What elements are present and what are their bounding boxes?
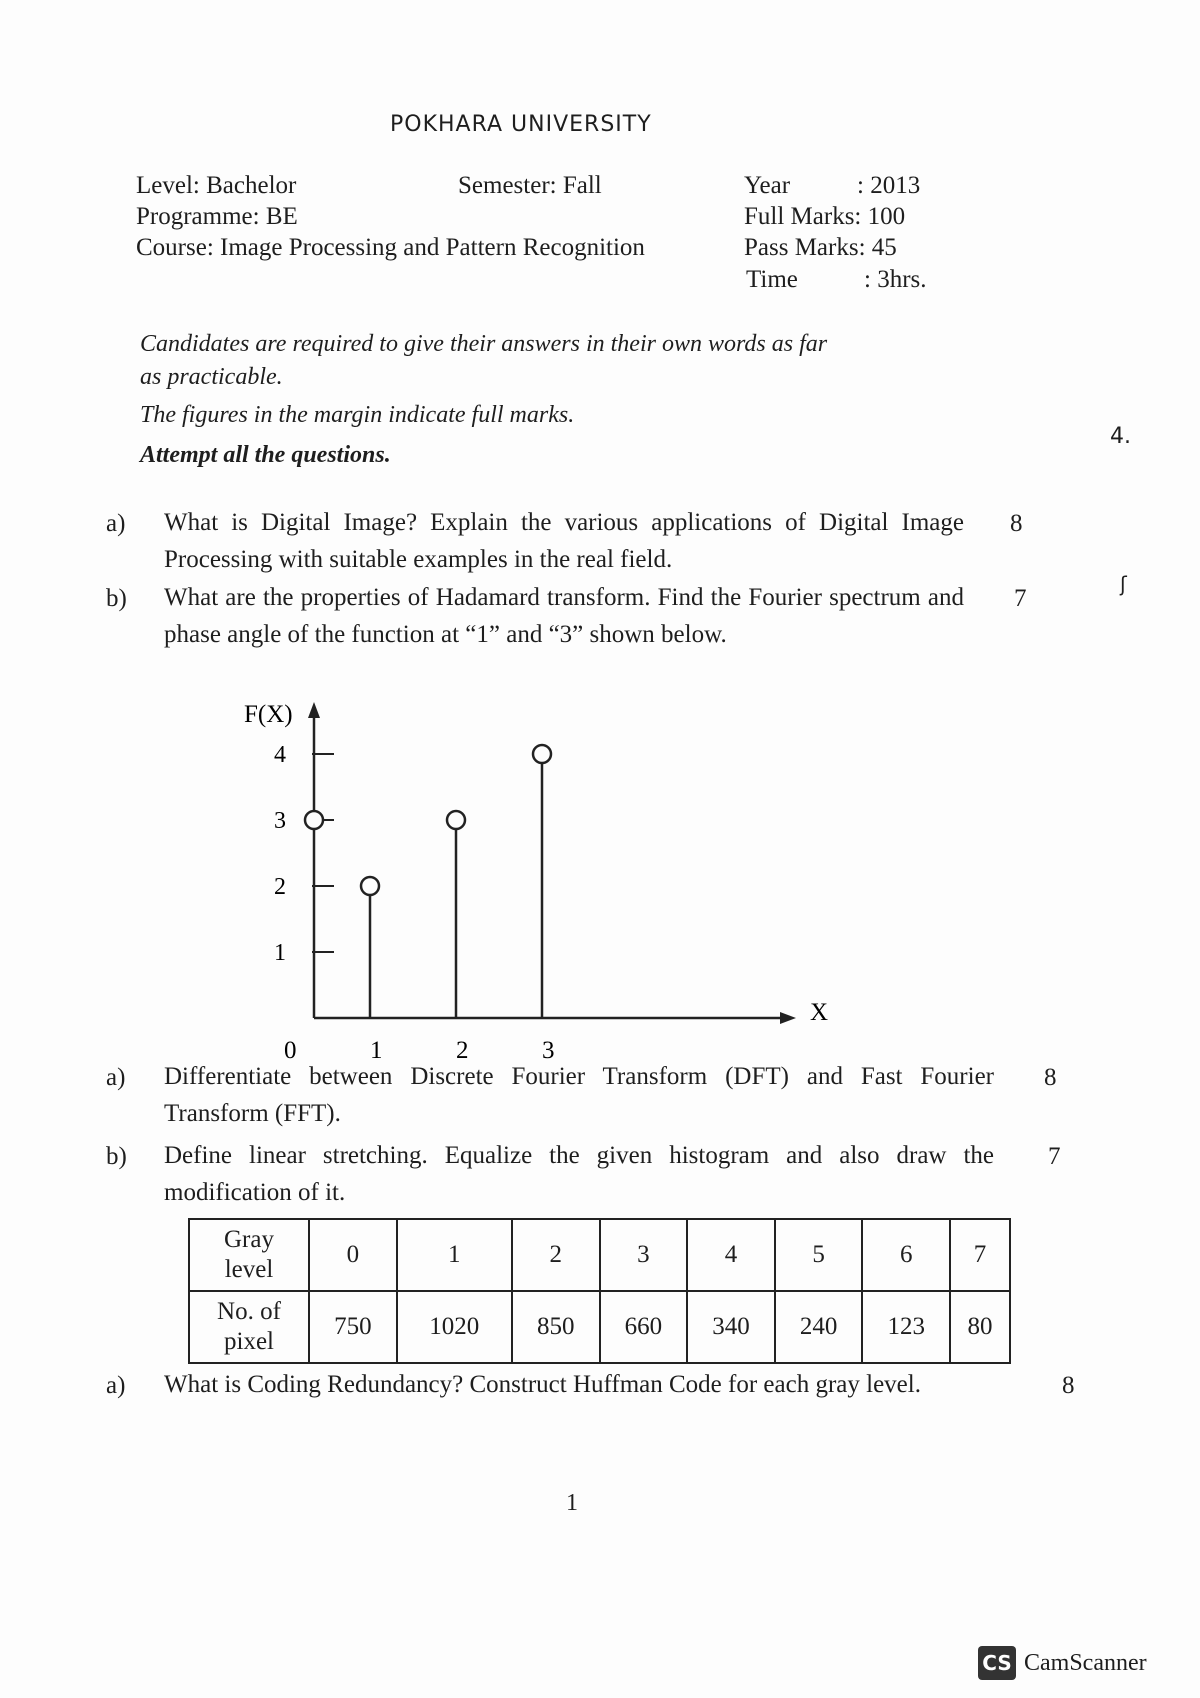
stem-marker	[447, 811, 465, 829]
instruction-line-4: Attempt all the questions.	[140, 442, 391, 468]
table-cell: 0	[309, 1219, 397, 1291]
stem-marker	[361, 877, 379, 895]
gray-level-header	[189, 1219, 309, 1291]
y-axis-label: F(X)	[244, 701, 293, 728]
y-tick-label: 1	[274, 940, 286, 966]
x-tick-label: 0	[284, 1037, 297, 1064]
question-text: Define linear stretching. Equalize the given histogram and also draw the modification of it.	[164, 1142, 994, 1206]
header-line: pixel	[224, 1328, 274, 1355]
x-axis-label: X	[810, 999, 829, 1026]
full-marks-text: Full Marks: 100	[744, 203, 906, 230]
level-text: Level: Bachelor	[136, 172, 297, 199]
question-marks: 8	[1010, 510, 1023, 537]
question-label: b)	[106, 585, 127, 612]
camscanner-logo-icon: CS	[978, 1646, 1016, 1680]
table-cell: 340	[687, 1291, 775, 1363]
question-text: What is Coding Redundancy? Construct Huffman Code for each gray level.	[164, 1371, 921, 1398]
x-axis-arrow	[780, 1012, 796, 1024]
table-cell: 660	[600, 1291, 688, 1363]
header-line: level	[224, 1256, 274, 1283]
question-label: a)	[106, 1372, 126, 1399]
question-marks: 7	[1014, 585, 1027, 612]
x-tick-label: 3	[542, 1037, 555, 1064]
university-title: POKHARA UNIVERSITY	[390, 112, 652, 137]
question-marks: 8	[1062, 1372, 1075, 1399]
y-tick-label: 2	[274, 874, 286, 900]
stem-marker	[533, 745, 551, 763]
table-cell: 5	[775, 1219, 863, 1291]
question-marks: 7	[1048, 1143, 1061, 1170]
question-text: What are the properties of Hadamard transform. Find the Fourier spectrum and phase angle of the function at “1” and “3” shown below.	[164, 584, 964, 648]
question-text: Differentiate between Discrete Fourier Transform (DFT) and Fast Fourier Transform (FFT).	[164, 1063, 994, 1127]
table-cell: 2	[512, 1219, 600, 1291]
instruction-line-1: Candidates are required to give their answers in their own words as far	[140, 331, 828, 357]
table-cell: 4	[687, 1219, 775, 1291]
question-label: b)	[106, 1143, 127, 1170]
table-cell: 80	[950, 1291, 1010, 1363]
question-marks: 8	[1044, 1064, 1057, 1091]
table-cell: 750	[309, 1291, 397, 1363]
y-tick-label: 4	[274, 742, 286, 768]
table-cell: 7	[950, 1219, 1010, 1291]
table-cell: 240	[775, 1291, 863, 1363]
y-axis-arrow	[308, 702, 320, 718]
question-text: What is Digital Image? Explain the various applications of Digital Image Processing with suitable examples in the real field.	[164, 509, 964, 573]
page-number: 1	[566, 1490, 578, 1516]
table-cell: 1020	[397, 1291, 512, 1363]
year-label: Year	[744, 172, 791, 199]
year-value: : 2013	[857, 172, 921, 199]
margin-note-4: 4.	[1110, 424, 1131, 449]
instruction-line-2: as practicable.	[140, 364, 283, 390]
header-line: Gray	[224, 1226, 274, 1253]
instruction-line-3: The figures in the margin indicate full marks.	[140, 402, 575, 428]
camscanner-watermark: CamScanner	[1024, 1650, 1147, 1676]
question-label: a)	[106, 510, 126, 537]
course-text: Course: Image Processing and Pattern Recognition	[136, 234, 645, 261]
x-tick-label: 2	[456, 1037, 469, 1064]
table-cell: 850	[512, 1291, 600, 1363]
table-cell: 1	[397, 1219, 512, 1291]
y-tick-label: 3	[274, 808, 286, 834]
semester-text: Semester: Fall	[458, 172, 602, 199]
stem-marker	[305, 811, 323, 829]
programme-text: Programme: BE	[136, 203, 298, 230]
header-line: No. of	[217, 1298, 281, 1325]
gray-level-row	[189, 1219, 1010, 1291]
table-cell: 3	[600, 1219, 688, 1291]
margin-note-5: ʃ	[1120, 572, 1127, 596]
table-cell: 6	[862, 1219, 950, 1291]
pixel-count-header	[189, 1291, 309, 1363]
pass-marks-text: Pass Marks: 45	[744, 234, 897, 261]
table-cell: 123	[862, 1291, 950, 1363]
time-label: Time	[746, 266, 798, 293]
x-tick-label: 1	[370, 1037, 383, 1064]
time-value: : 3hrs.	[864, 266, 927, 293]
pixel-count-row	[189, 1291, 1010, 1363]
question-label: a)	[106, 1064, 126, 1091]
histogram-table	[188, 1218, 1011, 1364]
